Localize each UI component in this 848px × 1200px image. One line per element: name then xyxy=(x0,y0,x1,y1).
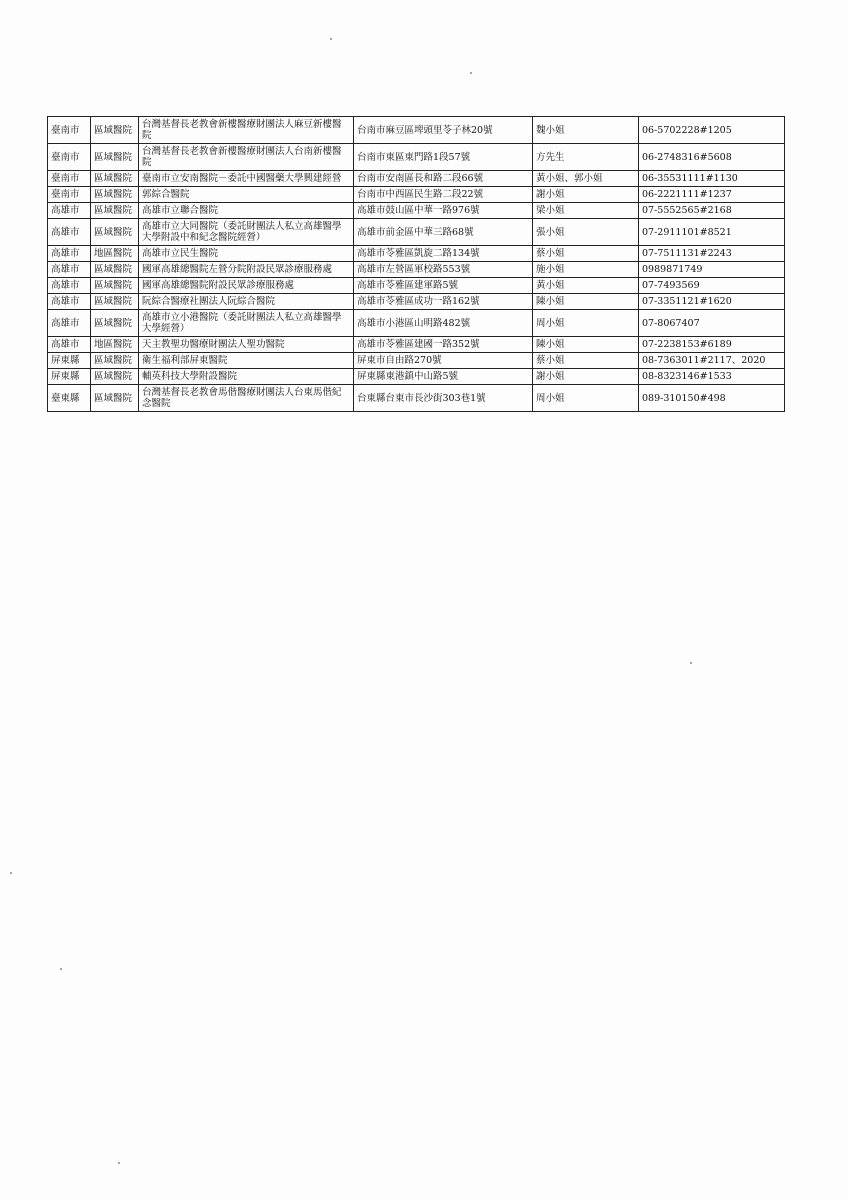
table-row xyxy=(48,353,785,369)
cell-address: 高雄市左營區軍校路553號 xyxy=(354,262,533,278)
cell-level: 區域醫院 xyxy=(91,187,139,203)
cell-city: 屏東縣 xyxy=(48,369,91,385)
scan-speck xyxy=(470,72,472,74)
cell-city: 高雄市 xyxy=(48,262,91,278)
table-row xyxy=(48,278,785,294)
cell-hospital-name: 阮綜合醫療社團法人阮綜合醫院 xyxy=(139,294,354,310)
cell-contact-person: 陳小姐 xyxy=(533,294,639,310)
cell-hospital-name: 高雄市立聯合醫院 xyxy=(139,203,354,219)
cell-city: 臺東縣 xyxy=(48,385,91,412)
cell-level: 區域醫院 xyxy=(91,144,139,171)
cell-phone: 08-7363011#2117、2020 xyxy=(639,353,785,369)
cell-contact-person: 陳小姐 xyxy=(533,337,639,353)
cell-phone: 07-8067407 xyxy=(639,310,785,337)
cell-hospital-name: 郭綜合醫院 xyxy=(139,187,354,203)
table-row xyxy=(48,337,785,353)
cell-phone: 0989871749 xyxy=(639,262,785,278)
cell-level: 區域醫院 xyxy=(91,219,139,246)
cell-city: 高雄市 xyxy=(48,203,91,219)
cell-level: 區域醫院 xyxy=(91,353,139,369)
cell-contact-person: 方先生 xyxy=(533,144,639,171)
cell-city: 高雄市 xyxy=(48,294,91,310)
cell-hospital-name: 高雄市立民生醫院 xyxy=(139,246,354,262)
cell-contact-person: 謝小姐 xyxy=(533,369,639,385)
cell-level: 區域醫院 xyxy=(91,171,139,187)
cell-phone: 06-2748316#5608 xyxy=(639,144,785,171)
cell-phone: 07-7493569 xyxy=(639,278,785,294)
table-row xyxy=(48,219,785,246)
cell-level: 區域醫院 xyxy=(91,310,139,337)
cell-address: 高雄市苓雅區建國一路352號 xyxy=(354,337,533,353)
cell-level: 區域醫院 xyxy=(91,203,139,219)
cell-contact-person: 梁小姐 xyxy=(533,203,639,219)
cell-city: 臺南市 xyxy=(48,144,91,171)
cell-city: 高雄市 xyxy=(48,278,91,294)
cell-phone: 07-3351121#1620 xyxy=(639,294,785,310)
cell-hospital-name: 天主教聖功醫療財團法人聖功醫院 xyxy=(139,337,354,353)
cell-contact-person: 謝小姐 xyxy=(533,187,639,203)
cell-city: 屏東縣 xyxy=(48,353,91,369)
cell-level: 區域醫院 xyxy=(91,369,139,385)
cell-contact-person: 蔡小姐 xyxy=(533,353,639,369)
cell-address: 高雄市苓雅區成功一路162號 xyxy=(354,294,533,310)
cell-contact-person: 蔡小姐 xyxy=(533,246,639,262)
table-row xyxy=(48,203,785,219)
cell-address: 台南市安南區長和路二段66號 xyxy=(354,171,533,187)
cell-phone: 07-2238153#6189 xyxy=(639,337,785,353)
cell-city: 高雄市 xyxy=(48,246,91,262)
cell-phone: 07-7511131#2243 xyxy=(639,246,785,262)
table-row xyxy=(48,144,785,171)
cell-hospital-name: 國軍高雄總醫院附設民眾診療服務處 xyxy=(139,278,354,294)
cell-address: 屏東縣東港鎮中山路5號 xyxy=(354,369,533,385)
hospital-contact-table xyxy=(47,116,785,412)
table-row xyxy=(48,187,785,203)
scan-speck xyxy=(690,662,692,664)
cell-level: 地區醫院 xyxy=(91,337,139,353)
scan-speck xyxy=(118,1162,120,1164)
cell-level: 區域醫院 xyxy=(91,385,139,412)
cell-phone: 06-5702228#1205 xyxy=(639,117,785,144)
cell-city: 高雄市 xyxy=(48,337,91,353)
cell-level: 區域醫院 xyxy=(91,278,139,294)
cell-hospital-name: 台灣基督長老教會新樓醫療財團法人台南新樓醫院 xyxy=(139,144,354,171)
cell-address: 高雄市苓雅區凱旋二路134號 xyxy=(354,246,533,262)
scan-speck xyxy=(60,968,62,970)
cell-city: 高雄市 xyxy=(48,219,91,246)
table-row xyxy=(48,310,785,337)
cell-contact-person: 施小姐 xyxy=(533,262,639,278)
table-row xyxy=(48,262,785,278)
table-row xyxy=(48,246,785,262)
cell-phone: 06-2221111#1237 xyxy=(639,187,785,203)
cell-address: 台南市東區東門路1段57號 xyxy=(354,144,533,171)
cell-address: 台東縣台東市長沙街303巷1號 xyxy=(354,385,533,412)
table-row xyxy=(48,294,785,310)
cell-contact-person: 魏小姐 xyxy=(533,117,639,144)
cell-hospital-name: 高雄市立大同醫院（委託財團法人私立高雄醫學大學附設中和紀念醫院經營） xyxy=(139,219,354,246)
cell-city: 臺南市 xyxy=(48,171,91,187)
cell-address: 台南市麻豆區埤頭里苓子林20號 xyxy=(354,117,533,144)
cell-phone: 07-5552565#2168 xyxy=(639,203,785,219)
cell-contact-person: 周小姐 xyxy=(533,385,639,412)
cell-level: 區域醫院 xyxy=(91,262,139,278)
cell-city: 高雄市 xyxy=(48,310,91,337)
cell-contact-person: 周小姐 xyxy=(533,310,639,337)
cell-address: 高雄市苓雅區建軍路5號 xyxy=(354,278,533,294)
cell-address: 高雄市前金區中華三路68號 xyxy=(354,219,533,246)
scan-speck xyxy=(330,38,332,40)
scan-speck xyxy=(10,872,12,874)
cell-address: 高雄市小港區山明路482號 xyxy=(354,310,533,337)
cell-address: 台南市中西區民生路二段22號 xyxy=(354,187,533,203)
cell-address: 屏東市自由路270號 xyxy=(354,353,533,369)
cell-hospital-name: 臺南市立安南醫院－委託中國醫藥大學興建經營 xyxy=(139,171,354,187)
table-row xyxy=(48,385,785,412)
cell-hospital-name: 輔英科技大學附設醫院 xyxy=(139,369,354,385)
cell-contact-person: 張小姐 xyxy=(533,219,639,246)
cell-contact-person: 黃小姐 xyxy=(533,278,639,294)
table-row xyxy=(48,369,785,385)
table-body xyxy=(48,117,785,412)
cell-contact-person: 黃小姐、郭小姐 xyxy=(533,171,639,187)
cell-hospital-name: 衛生福利部屏東醫院 xyxy=(139,353,354,369)
cell-city: 臺南市 xyxy=(48,117,91,144)
cell-level: 區域醫院 xyxy=(91,294,139,310)
cell-address: 高雄市鼓山區中華一路976號 xyxy=(354,203,533,219)
cell-level: 地區醫院 xyxy=(91,246,139,262)
table-row xyxy=(48,117,785,144)
cell-hospital-name: 高雄市立小港醫院（委託財團法人私立高雄醫學大學經營） xyxy=(139,310,354,337)
cell-phone: 08-8323146#1533 xyxy=(639,369,785,385)
cell-hospital-name: 國軍高雄總醫院左營分院附設民眾診療服務處 xyxy=(139,262,354,278)
cell-city: 臺南市 xyxy=(48,187,91,203)
cell-hospital-name: 台灣基督長老教會馬偕醫療財團法人台東馬偕紀念醫院 xyxy=(139,385,354,412)
cell-phone: 06-35531111#1130 xyxy=(639,171,785,187)
cell-phone: 07-2911101#8521 xyxy=(639,219,785,246)
cell-level: 區域醫院 xyxy=(91,117,139,144)
cell-phone: 089-310150#498 xyxy=(639,385,785,412)
table-row xyxy=(48,171,785,187)
cell-hospital-name: 台灣基督長老教會新樓醫療財團法人麻豆新樓醫院 xyxy=(139,117,354,144)
